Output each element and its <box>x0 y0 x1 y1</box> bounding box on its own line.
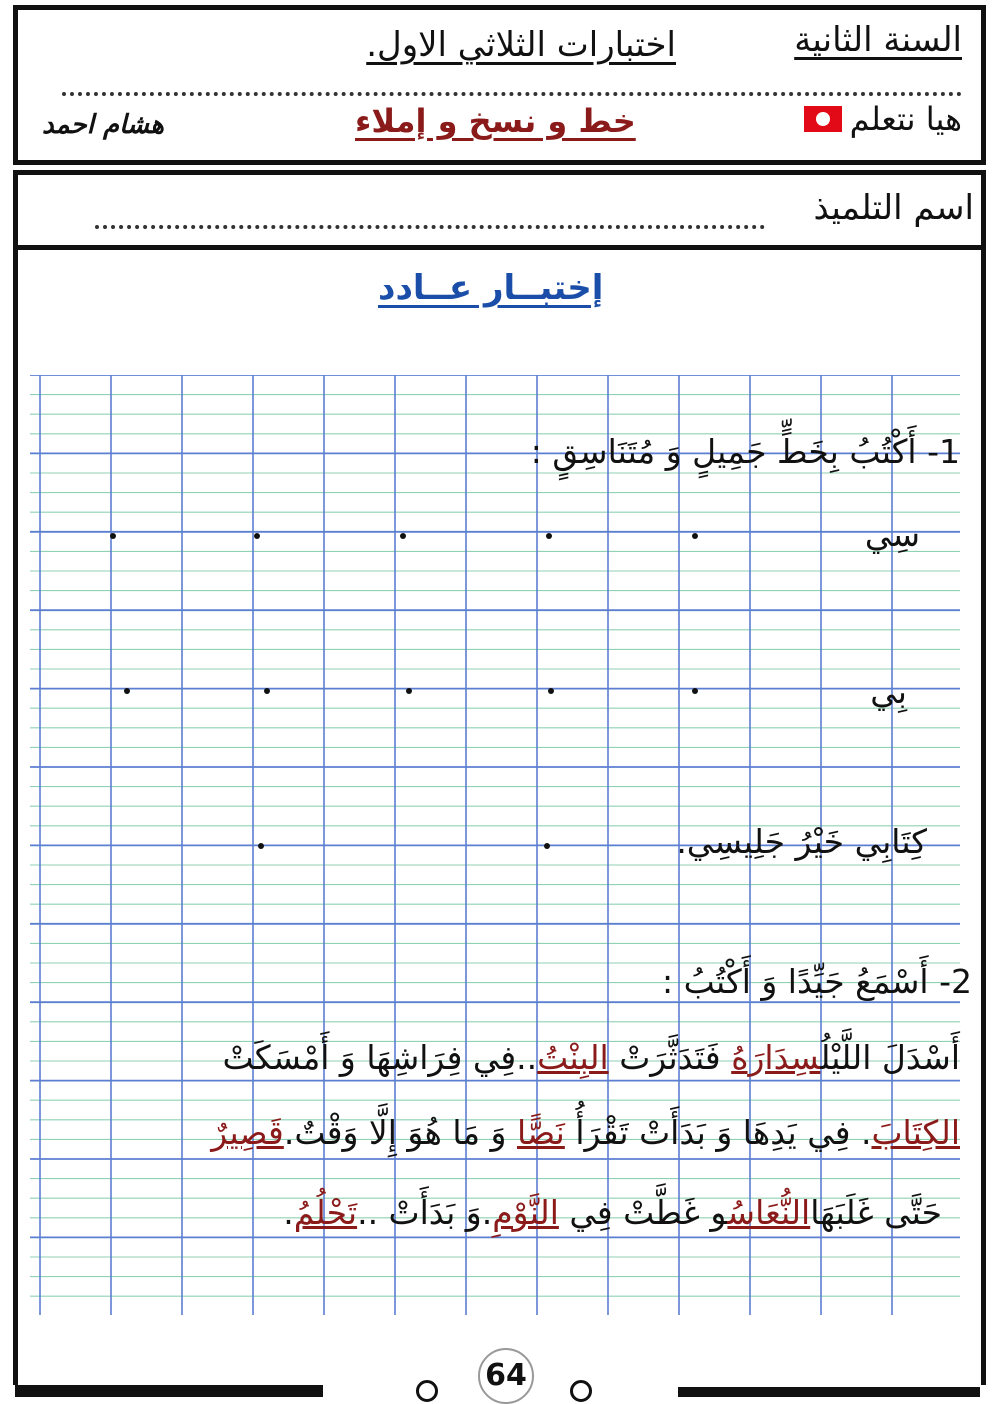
text-segment: و غَطَّتْ فِي <box>558 1193 728 1232</box>
ring-icon <box>416 1380 438 1402</box>
footer-bar-right <box>678 1387 980 1397</box>
grade-level: السنة الثانية <box>794 20 962 60</box>
highlighted-word: النُّعَاسُ <box>727 1193 811 1232</box>
dictation-line-2 <box>211 1113 960 1152</box>
guide-dot <box>692 688 698 694</box>
dictation-line-3 <box>283 1193 942 1232</box>
highlighted-word: الكِتَابَ <box>871 1113 960 1152</box>
brand <box>804 100 962 138</box>
student-name-field[interactable] <box>95 225 765 229</box>
test-title: إختبــار عــادد <box>378 268 604 308</box>
text-segment: أَسْدَلَ اللَّيْلُ <box>820 1038 960 1077</box>
text-segment: . فِي يَدِهَا وَ بَدَأَتْ تَقْرَأُ <box>564 1113 872 1152</box>
exercise-2-instruction: 2- أَسْمَعُ جَيِّدًا وَ أَكْتُبُ : <box>662 962 972 1001</box>
page-number: 64 <box>478 1348 534 1404</box>
highlighted-word: النَّوْمِ <box>492 1193 559 1232</box>
text-segment: .وَ بَدَأَتْ .. <box>357 1193 493 1232</box>
guide-dot <box>254 533 260 539</box>
text-segment: فَتَدَثَّرَتْ <box>608 1038 732 1077</box>
guide-dot <box>546 533 552 539</box>
guide-dot <box>124 688 130 694</box>
highlighted-word: سِدَارَهُ <box>731 1038 821 1077</box>
text-segment: وَ مَا هُوَ إِلَّا وَقْتٌ. <box>283 1113 517 1152</box>
student-name-label: اسم التلميذ <box>813 188 974 228</box>
guide-dot <box>110 533 116 539</box>
highlighted-word: نَصًّا <box>517 1113 565 1152</box>
guide-dot <box>406 688 412 694</box>
exercise-1-word-1: سِي <box>864 515 920 554</box>
guide-dot <box>548 688 554 694</box>
text-segment: ..فِي فِرَاشِهَا وَ أَمْسَكَتْ <box>222 1038 538 1077</box>
tunisia-flag-icon <box>804 106 842 132</box>
text-segment: حَتَّى غَلَبَهَا <box>810 1193 942 1232</box>
header-divider <box>62 92 962 96</box>
dictation-line-1 <box>223 1038 961 1077</box>
text-segment: . <box>283 1193 294 1232</box>
guide-dot <box>258 843 264 849</box>
guide-dot <box>400 533 406 539</box>
author-name: هشام احمد <box>42 110 164 140</box>
highlighted-word: البِنْتُ <box>537 1038 609 1077</box>
guide-dot <box>544 843 550 849</box>
exercise-1-instruction: 1- أَكْتُبُ بِخَطٍّ جَمِيلٍ وَ مُتَنَاسِقٍ : <box>530 432 960 471</box>
guide-dot <box>692 533 698 539</box>
guide-dot <box>264 688 270 694</box>
highlighted-word: تَحْلُمُ <box>293 1193 358 1232</box>
brand-label: هيا نتعلم <box>849 100 962 138</box>
exercise-1-sentence: كِتَابِي خَيْرُ جَلِيسِي. <box>676 822 927 861</box>
subject-title: خط و نسخ و إملاء <box>355 102 636 140</box>
highlighted-word: قَصِيرٌ <box>211 1113 284 1152</box>
exam-title: اختبارات الثلاثي الاول. <box>366 25 676 65</box>
exercise-1-word-2: بِي <box>870 672 907 711</box>
ring-icon <box>570 1380 592 1402</box>
footer-bar-left <box>15 1385 323 1397</box>
